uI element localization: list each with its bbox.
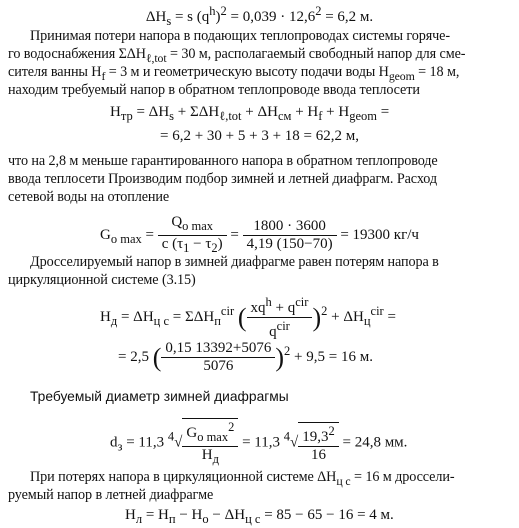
paragraph-2-line-3: сетевой воды на отопление (8, 189, 170, 205)
paragraph-5-line-2: руемый напор в летней диафрагме (8, 487, 214, 503)
paragraph-3-line-2: циркуляционной системе (3.15) (8, 272, 196, 288)
formula-delta-hs: $\Delta H_s = s$ $(q^h)^2 = 0,039 \cdot 12,6^2 = 6,2$ м. (145, 4, 374, 28)
formula-gomax: $G_{o max}$ = $Q_{o max}$ c $(\tau_1 - \tau_2)$ = $\frac{1800 \cdot 3600}{4,19 (150-70)}$ = 19300 кг/ч (100, 214, 419, 255)
paragraph-2-line-1: что на 2,8 м меньше гарантированного напора в обратном теплопроводе (8, 153, 438, 169)
paragraph-5-line-1: При потерях напора в циркуляционной системе $\Delta H_{ц с} = 16$ м дроссели- (30, 469, 455, 488)
formula-dz: $d_з = 11,3$ $^4$√ $G_{o max}^2$ $H_д$ = 11,3 $^4$√ $\frac{19,3^2}{16}$ = 24,8 мм. (110, 420, 408, 466)
paragraph-1-line-3: сителя ванны $H_f = 3$ м и геометрическую высоту подачи воды $H_{geom} = 18$ м, (8, 64, 460, 83)
paragraph-1-line-4: находим требуемый напор в обратном теплопроводе ввода теплосети (8, 82, 420, 98)
paragraph-2-line-2: ввода теплосети Производим подбор зимней и летней диафрагм. Расход (8, 171, 437, 187)
paragraph-1-line-2: го водоснабжения $\Sigma\Delta H_{\ell,tot} = 30$ м, располагаемый свободный напор для сме- (8, 46, 466, 65)
formula-hd-line-2: = 2,5 ( $\frac{0,15 13392+5076}{5076}$ )$^2$ + 9,5 = 16 м. (118, 340, 373, 374)
formula-hd-line-1: $H_д = \Delta H_{ц с} = \Sigma\Delta H_п^{cir}$ ( $xq^h + q^{cir}$ $q^{cir}$ )$^2 + \Delta H_ц^{cir}$ = (100, 295, 396, 340)
formula-htr-line-2: = 6,2 + 30 + 5 + 3 + 18 = 62,2 м, (160, 128, 359, 144)
paragraph-4: Требуемый диаметр зимней диафрагмы (30, 389, 289, 404)
paragraph-3-line-1: Дросселируемый напор в зимней диафрагме равен потерям напора в (30, 254, 439, 270)
formula-htr-line-1: $H_{тр} = \Delta H_s + \Sigma\Delta H_{\ell,tot} + \Delta H_{см} + H_f + H_{geom}$ = (110, 104, 390, 123)
formula-hl: $H_л = H_п - H_о - \Delta H_{ц с} = 85 - 65 - 16 = 4$ м. (125, 507, 394, 526)
paragraph-1-line-1: Принимая потери напора в подающих теплопроводах системы горяче- (30, 28, 450, 44)
